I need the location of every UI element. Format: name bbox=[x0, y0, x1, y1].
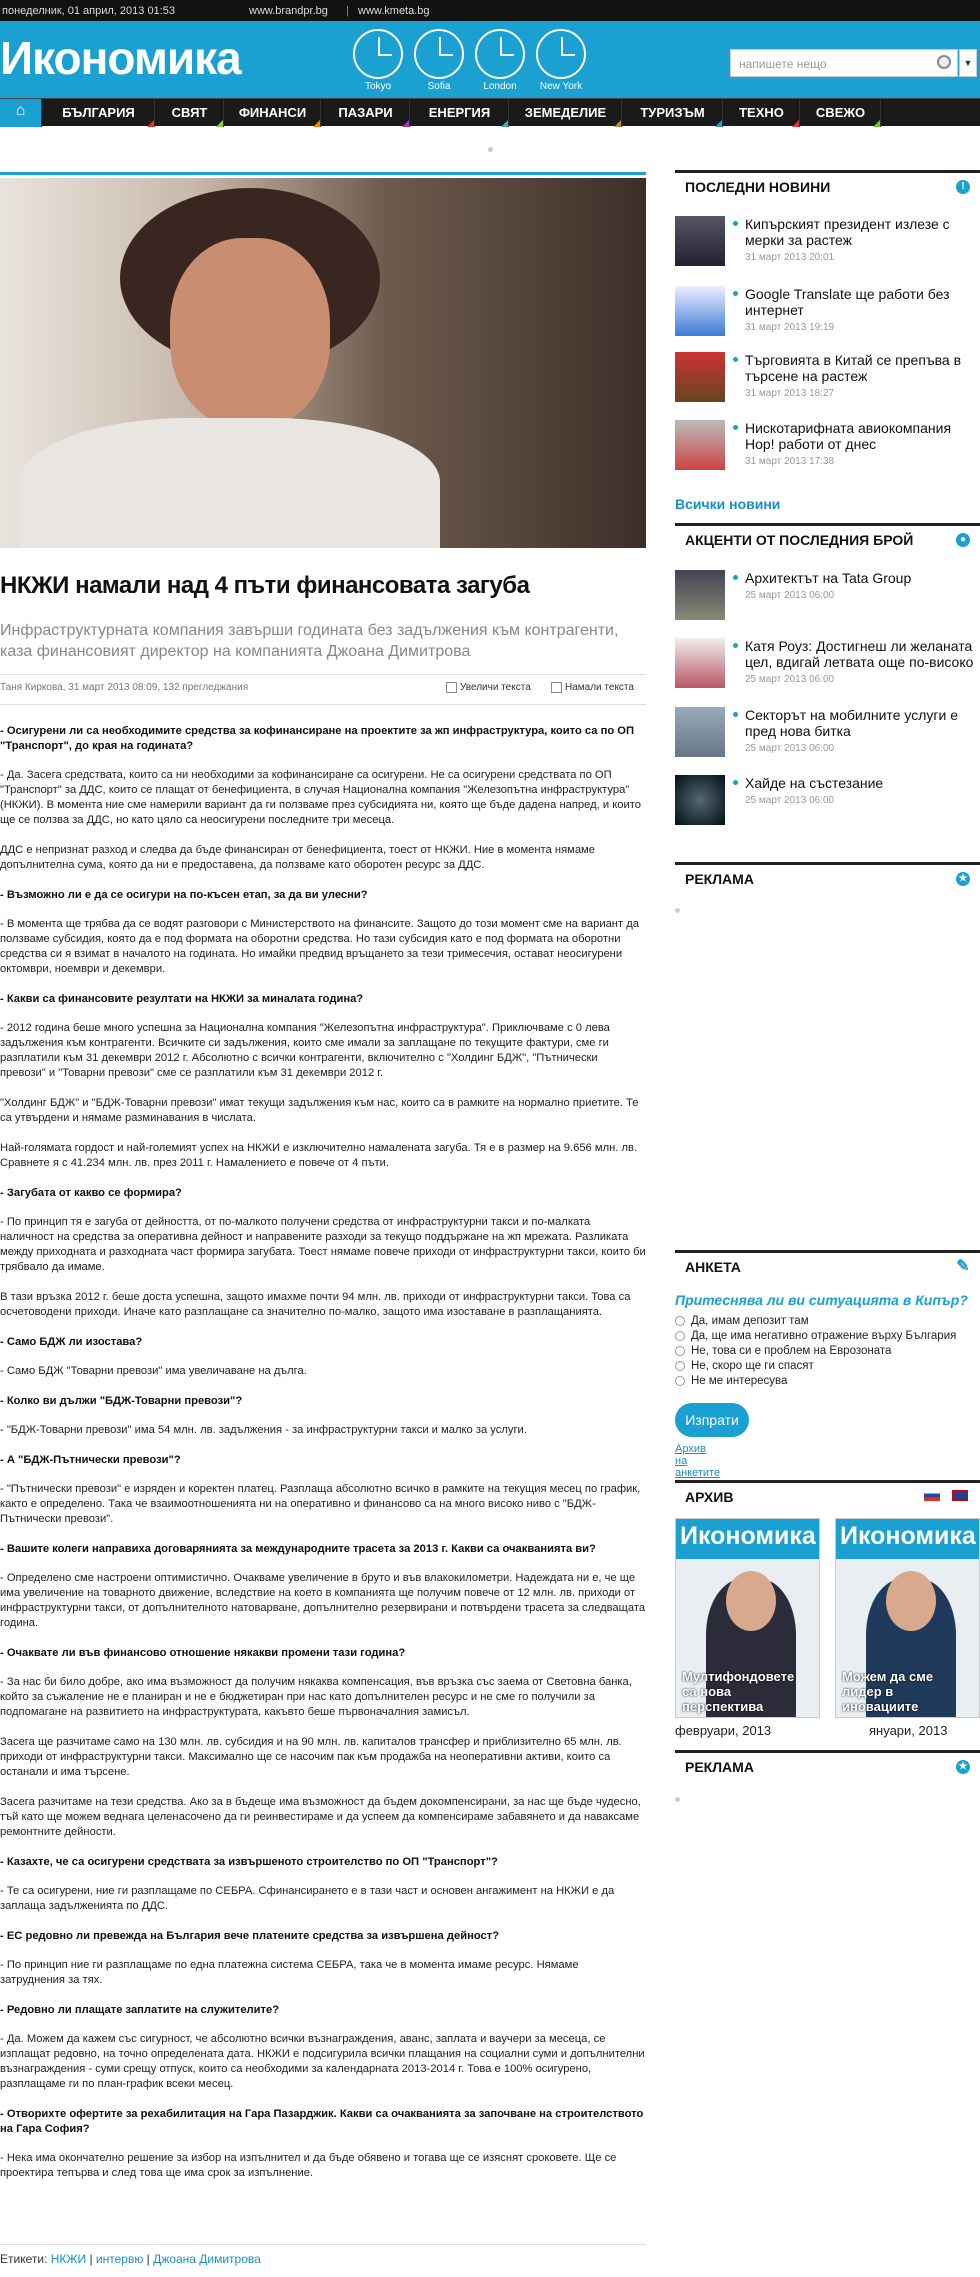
interview-question: - Загубата от какво се формира? bbox=[0, 1187, 182, 1199]
radio-button[interactable] bbox=[675, 1331, 685, 1341]
poll-option-label: Да, имам депозит там bbox=[691, 1315, 809, 1327]
clock-icon bbox=[414, 29, 464, 79]
news-title[interactable]: Търговията в Китай се препъва в търсене на растеж bbox=[745, 352, 980, 384]
news-date: 31 март 2013 18:27 bbox=[745, 388, 835, 399]
search-input[interactable]: напишете нещо bbox=[730, 49, 958, 77]
interview-question: - Колко ви дължи "БДЖ-Товарни превози"? bbox=[0, 1395, 243, 1407]
interview-question: - Осигурени ли са необходимите средства за кофинансиране на проектите за жп инфраструктура, които са по ОП "Транспорт", до края на годината? bbox=[0, 725, 635, 752]
tag-link[interactable]: Джоана Димитрова bbox=[153, 2252, 261, 2266]
nav-item-markets[interactable] bbox=[322, 99, 410, 127]
focus-item[interactable] bbox=[675, 775, 980, 833]
minus-icon bbox=[551, 682, 562, 693]
clock-label: Sofia bbox=[427, 81, 451, 92]
poll-option[interactable] bbox=[675, 1360, 980, 1372]
magazine-cover[interactable] bbox=[675, 1518, 820, 1718]
nav-accent bbox=[216, 120, 223, 127]
radio-button[interactable] bbox=[675, 1361, 685, 1371]
divider bbox=[0, 704, 646, 705]
poll-question: Притеснява ли ви ситуацията в Кипър? bbox=[675, 1292, 968, 1308]
zoom-in-button[interactable] bbox=[446, 682, 531, 693]
section-title: РЕКЛАМА bbox=[685, 1759, 754, 1775]
interview-answer: - Те са осигурени, ние ги разплащаме по СЕБРА. Сфинансирането е в тази част и основен ангажимент на НКЖИ е да заплаща задълженията по ДДС. bbox=[0, 1885, 615, 1912]
site-header bbox=[0, 21, 980, 98]
poll-option-label: Да, ще има негативно отражение върху България bbox=[691, 1330, 957, 1342]
divider bbox=[0, 674, 646, 675]
news-title[interactable]: Кипърският президент излезе с мерки за растеж bbox=[745, 216, 980, 248]
interview-question: - Само БДЖ ли изостава? bbox=[0, 1336, 143, 1348]
ad2-header bbox=[675, 1750, 980, 1778]
focus-date: 25 март 2013 06:00 bbox=[745, 795, 835, 806]
focus-thumbnail bbox=[675, 638, 725, 688]
nav-item-tourism[interactable] bbox=[623, 99, 723, 127]
focus-date: 25 март 2013 06:00 bbox=[745, 590, 835, 601]
divider bbox=[0, 2244, 646, 2245]
alert-icon: ! bbox=[956, 180, 970, 194]
interview-question: - А "БДЖ-Пътнически превози"? bbox=[0, 1454, 181, 1466]
interview-answer: Засега ще разчитаме само на 130 млн. лв. субсидия и на 90 млн. лв. капиталов трансфер и приблизително 65 млн. лв. приходи от инфраструктурни такси. Максимално ще се насочим пак към продажба на неоперативни активи, които са останали и има търсене. bbox=[0, 1736, 622, 1778]
nav-label: ТУРИЗЪМ bbox=[640, 105, 705, 120]
current-date: понеделник, 01 април, 2013 01:53 bbox=[2, 5, 175, 17]
poll-option-label: Не, скоро ще ги спасят bbox=[691, 1360, 814, 1372]
magazine-masthead: Икономика bbox=[676, 1519, 820, 1559]
nav-accent bbox=[715, 120, 722, 127]
interview-question: - ЕС редовно ли превежда на България вече платените средства за извършена дейност? bbox=[0, 1930, 500, 1942]
nav-label: ТЕХНО bbox=[739, 105, 784, 120]
nav-item-tech[interactable] bbox=[724, 99, 800, 127]
star-icon: ★ bbox=[956, 1760, 970, 1774]
poll-option[interactable] bbox=[675, 1330, 980, 1342]
nav-item-agriculture[interactable] bbox=[510, 99, 622, 127]
clock-label: New York bbox=[539, 81, 583, 92]
focus-thumbnail bbox=[675, 775, 725, 825]
interview-answer: - 2012 година беше много успешна за Национална компания "Железопътна инфраструктура". Приключваме с 0 лева задължения към контрагенти. Всичките си задължения, които сме имали за заплащане по текущите фактури, сме ги разплатили към 31 декември 2012 г. Абсолютно с всички контрагенти, включително с "Холдинг БДЖ", "Пътнически превози" и "Товарни превози" сме се разплатили към 31 декември 2012 г. bbox=[0, 1022, 610, 1079]
focus-date: 25 март 2013 06:00 bbox=[745, 743, 835, 754]
focus-title[interactable]: Секторът на мобилните услуги е пред нова битка bbox=[745, 707, 980, 739]
article-tags: Етикети: НКЖИ | интервю | Джоана Димитрова bbox=[0, 2252, 261, 2266]
nav-accent bbox=[873, 120, 880, 127]
poll-option-label: Не ме интересува bbox=[691, 1375, 788, 1387]
clock-label: London bbox=[483, 81, 517, 92]
interview-answer: - Да. Засега средствата, които са ни необходими за кофинансиране са осигурени. Не са осигурени средствата по ОП "Транспорт" за ДДС, които се плащат от бенефициента, в случая Национална компания "Железопътна инфраструктура" (НКЖИ). В момента ние сме намерили вариант да ги ползваме през субсидията ни, която ще бъде дадена напред, и които ще се ползва за ДДС, но като цяло са неосигурени последните три месеца. bbox=[0, 769, 641, 826]
poll-option[interactable] bbox=[675, 1315, 980, 1327]
plus-icon bbox=[446, 682, 457, 693]
search-dropdown-button[interactable]: ▼ bbox=[959, 49, 977, 77]
clock-icon bbox=[475, 29, 525, 79]
focus-title[interactable]: Архитектът на Tata Group bbox=[745, 570, 980, 586]
nav-label: ПАЗАРИ bbox=[338, 105, 393, 120]
archive-header bbox=[675, 1480, 980, 1508]
radio-button[interactable] bbox=[675, 1376, 685, 1386]
flag-en-icon[interactable] bbox=[952, 1490, 968, 1501]
focus-date: 25 март 2013 06:00 bbox=[745, 674, 835, 685]
magazine-caption[interactable]: януари, 2013 bbox=[869, 1723, 948, 1738]
news-date: 31 март 2013 19:19 bbox=[745, 322, 835, 333]
news-thumbnail bbox=[675, 286, 725, 336]
news-thumbnail bbox=[675, 216, 725, 266]
article-top-rule bbox=[0, 172, 646, 175]
interview-answer: - В момента ще трябва да се водят разговори с Министерството на финансите. Защото до този момент сме на вариант да ползваме субсидия, която да е под формата на оборотни средства. Но тази субсидия като е под формата на оборотни средства си я взимат в началото на годината. Но имайки предвид връщането за тези тримесечия, остават неосигурени октомври, ноември и декември. bbox=[0, 918, 639, 975]
clock-london bbox=[472, 29, 528, 92]
cover-headline: Мултифондовете са нова перспектива bbox=[682, 1669, 795, 1714]
article-body bbox=[0, 724, 646, 2196]
news-item[interactable] bbox=[675, 420, 980, 478]
interview-question: - Казахте, че са осигурени средствата за извършеното строителство по ОП "Транспорт"? bbox=[0, 1856, 498, 1868]
brandpr-link[interactable]: www.brandpr.bg bbox=[249, 5, 328, 17]
interview-answer: - "Пътнически превози" е изряден и коректен платец. Разплаща абсолютно всичко в рамките на текущия месец по график, както е определено. Така че взаимоотношенията ни на оперативно и финансово са на много високо ниво с "БДЖ-Пътнически превози". bbox=[0, 1483, 641, 1525]
photo-face bbox=[170, 238, 330, 428]
interview-answer: ДДС е непризнат разход и следва да бъде финансиран от бенефициента, тоест от НКЖИ. Ние в момента нямаме допълнителна сума, която да ни е предоставена, да ползваме като оборотен ресурс за ДДС. bbox=[0, 844, 595, 871]
news-thumbnail bbox=[675, 420, 725, 470]
poll-submit-button[interactable]: Изпрати bbox=[675, 1403, 749, 1437]
interview-answer: - По принцип ние ги разплащаме по една платежна система СЕБРА, така че в момента имаме ресурс. Нямаме затруднения за тях. bbox=[0, 1959, 579, 1986]
focus-header bbox=[675, 523, 980, 551]
main-nav bbox=[0, 98, 980, 126]
nav-item-finance[interactable] bbox=[225, 99, 321, 127]
poll-option[interactable] bbox=[675, 1375, 980, 1387]
news-item[interactable] bbox=[675, 286, 980, 344]
nav-accent bbox=[147, 120, 154, 127]
article-title: НКЖИ намали над 4 пъти финансовата загуба bbox=[0, 572, 530, 599]
link-separator: | bbox=[346, 5, 349, 17]
site-logo[interactable]: Икономика bbox=[0, 32, 241, 84]
zoom-in-label: Увеличи текста bbox=[460, 682, 531, 694]
home-icon[interactable]: ⌂ bbox=[0, 99, 42, 127]
nav-label: ЕНЕРГИЯ bbox=[428, 105, 491, 120]
nav-accent bbox=[501, 120, 508, 127]
clock-icon bbox=[353, 29, 403, 79]
focus-item[interactable] bbox=[675, 570, 980, 628]
search-icon[interactable] bbox=[937, 55, 951, 69]
clock-sofia bbox=[411, 29, 467, 92]
article-byline: Таня Киркова, 31 март 2013 08:09, 132 прегледжания bbox=[0, 682, 249, 693]
all-news-link[interactable]: Всички новини bbox=[675, 496, 781, 512]
news-date: 31 март 2013 17:38 bbox=[745, 456, 835, 467]
interview-question: - Отворихте офертите за рехабилитация на Гара Пазарджик. Какви са очакванията за започване на строителството на Гара София? bbox=[0, 2108, 644, 2135]
magazine-masthead: Икономика bbox=[836, 1519, 980, 1559]
interview-answer: Най-голямата гордост и най-големият успех на НКЖИ е изключително намалената загуба. Тя е в размер на 9.656 млн. лв. Сравнете я с 41.234 млн. лв. през 2011 г. Намалението е повече от 4 пъти. bbox=[0, 1142, 638, 1169]
interview-question: - Очаквате ли във финансово отношение някакви промени тази година? bbox=[0, 1647, 406, 1659]
news-item[interactable] bbox=[675, 216, 980, 274]
focus-title[interactable]: Хайде на състезание bbox=[745, 775, 980, 791]
section-title: АКЦЕНТИ ОТ ПОСЛЕДНИЯ БРОЙ bbox=[685, 532, 914, 548]
poll-archive-link[interactable]: Архив на анкетите bbox=[675, 1443, 721, 1479]
nav-label: СВЕЖО bbox=[815, 105, 866, 120]
focus-thumbnail bbox=[675, 707, 725, 757]
nav-accent bbox=[614, 120, 621, 127]
zoom-out-label: Намали текста bbox=[565, 682, 634, 694]
nav-accent bbox=[402, 120, 409, 127]
news-title[interactable]: Нискотарифната авиокомпания Нор! работи от днес bbox=[745, 420, 980, 452]
nav-label: СВЯТ bbox=[171, 105, 208, 120]
interview-answer: - Нека има окончателно решение за избор на изпълнител и да бъде обявено и тогава ще се изяснят сроковете. Ще се проектира тепърва и след това ще има срок за изпълнение. bbox=[0, 2152, 617, 2179]
poll-header bbox=[675, 1250, 980, 1278]
interview-answer: - За нас би било добре, ако има възможност да получим някаква компенсация, във връзка със заема от Световна банка, който за съжаление не е планиран и не е бюджетиран при нас като допълнителен ресурс и не сме го получили за подпомагане на развитието на инфраструктурата, какъвто беше първоначалния замисъл. bbox=[0, 1676, 632, 1718]
poll-option-label: Не, това си е проблем на Еврозоната bbox=[691, 1345, 892, 1357]
section-title: РЕКЛАМА bbox=[685, 871, 754, 887]
nav-accent bbox=[313, 120, 320, 127]
poll-option[interactable] bbox=[675, 1345, 980, 1357]
tags-label: Етикети: bbox=[0, 2252, 48, 2266]
tag-link[interactable]: интервю bbox=[95, 2252, 144, 2266]
pencil-icon: ✎ bbox=[956, 1258, 970, 1275]
kmeta-link[interactable]: www.kmeta.bg bbox=[358, 5, 430, 17]
ad-header bbox=[675, 862, 980, 890]
clock-icon bbox=[536, 29, 586, 79]
interview-answer: "Холдинг БДЖ" и "БДЖ-Товарни превози" имат текущи задължения към нас, които са в рамките на нормално приетите. Те са утвърдени и нямаме разминавания в числата. bbox=[0, 1097, 639, 1124]
top-bar bbox=[0, 0, 980, 21]
tag-link[interactable]: НКЖИ bbox=[50, 2252, 87, 2266]
banner-placeholder bbox=[488, 147, 493, 152]
radio-button[interactable] bbox=[675, 1346, 685, 1356]
interview-answer: - По принцип тя е загуба от дейността, от по-малкото получени средства от инфраструктурни такси и по-малката наличност на средства за оперативна дейност и направените разходи за текущо поддържане на жп мрежата. Разликата между приходната и разходната част формира загубата. Тоест нямаме повече приходи от инфраструктурни такси, които би трябвало да имаме. bbox=[0, 1216, 646, 1273]
focus-title[interactable]: Катя Роуз: Достигнеш ли желаната цел, вдигай летвата още по-високо bbox=[745, 638, 980, 670]
interview-answer: Засега разчитаме на тези средства. Ако за в бъдеще има възможност да бъдем докомпенсирани, за нас ще бъде чудесно, тъй като ще можем веднага целенасочено да ги реинвестираме и да успеем да компенсираме забавянето и да наваксаме ремонтните дейности. bbox=[0, 1796, 641, 1838]
clock-label: Tokyo bbox=[364, 81, 392, 92]
nav-label: ФИНАНСИ bbox=[238, 105, 307, 120]
section-title: ПОСЛЕДНИ НОВИНИ bbox=[685, 179, 831, 195]
radio-button[interactable] bbox=[675, 1316, 685, 1326]
magazine-cover[interactable] bbox=[835, 1518, 980, 1718]
zoom-out-button[interactable] bbox=[551, 682, 634, 693]
nav-label: ЗЕМЕДЕЛИЕ bbox=[524, 105, 607, 120]
section-title: АРХИВ bbox=[685, 1489, 734, 1505]
interview-answer: - Да. Можем да кажем със сигурност, че абсолютно всички възнаграждения, аванс, заплата и ваучери за месеца, се изплащат редовно, на точно определената дата. НКЖИ е подсигурила всички плащания на социални суми и допълнителни възнаграждения - суми срещу отпуск, които са необходими за календарната 2013-2014 г. Това е 100% осигурено, разплащаме ги по план-график всеки месец. bbox=[0, 2033, 645, 2090]
nav-label: БЪЛГАРИЯ bbox=[62, 105, 135, 120]
nav-item-fresh[interactable] bbox=[801, 99, 881, 127]
photo-sweater bbox=[20, 418, 440, 548]
news-title[interactable]: Google Translate ще работи без интернет bbox=[745, 286, 980, 318]
interview-question: - Какви са финансовите резултати на НКЖИ за миналата година? bbox=[0, 993, 364, 1005]
ad-placeholder bbox=[675, 1797, 680, 1802]
cover-face bbox=[886, 1571, 936, 1631]
star-icon: ★ bbox=[956, 872, 970, 886]
interview-answer: - Определено сме настроени оптимистично. Очакваме увеличение в бруто и във влакокилометри. Надеждата ни е, че ще има увеличение на товарното движение, вследствие на което в компанията ще получим повече от 12 млн. лв. приходи от инфраструктурни такси, от допълнителното натоварване, допълнително резервирани и потвърдени трасета за следващата година. bbox=[0, 1572, 646, 1629]
focus-thumbnail bbox=[675, 570, 725, 620]
cover-headline: Можем да сме лидер в иновациите bbox=[842, 1669, 934, 1714]
section-title: АНКЕТА bbox=[685, 1259, 741, 1275]
news-item[interactable] bbox=[675, 352, 980, 410]
ad-placeholder bbox=[675, 908, 680, 913]
interview-question: - Редовно ли плащате заплатите на служителите? bbox=[0, 2004, 280, 2016]
flag-bg-icon[interactable] bbox=[924, 1490, 940, 1501]
magazine-caption[interactable]: февруари, 2013 bbox=[675, 1723, 772, 1738]
interview-answer: В тази връзка 2012 г. беше доста успешна, защото имахме почти 94 млн. лв. приходи от инфраструктурни такси. Това са осчетоводени приходи. Иначе като разплащане са значително по-малко, защото има изоставане в разплащанията. bbox=[0, 1291, 631, 1318]
clock-tokyo bbox=[350, 29, 406, 92]
latest-news-header bbox=[675, 170, 980, 198]
focus-item[interactable] bbox=[675, 707, 980, 765]
nav-item-world[interactable] bbox=[156, 99, 224, 127]
nav-accent bbox=[792, 120, 799, 127]
news-thumbnail bbox=[675, 352, 725, 402]
article-meta bbox=[0, 682, 646, 693]
interview-answer: - "БДЖ-Товарни превози" има 54 млн. лв. задължения - за инфраструктурни такси и малко за услуги. bbox=[0, 1424, 527, 1436]
article-photo bbox=[0, 178, 646, 548]
interview-question: - Възможно ли е да се осигури на по-късен етап, за да ви улесни? bbox=[0, 889, 368, 901]
nav-item-energy[interactable] bbox=[411, 99, 509, 127]
interview-answer: - Само БДЖ "Товарни превози" има увеличаване на дълга. bbox=[0, 1365, 307, 1377]
cover-face bbox=[726, 1571, 776, 1631]
article-subtitle: Инфраструктурната компания завърши годината без задължения към контрагенти, каза финансовият директор на компанията Джоана Димитрова bbox=[0, 622, 619, 660]
interview-question: - Вашите колеги направиха договарянията за международните трасета за 2013 г. Какви са очакванията ви? bbox=[0, 1543, 596, 1555]
focus-item[interactable] bbox=[675, 638, 980, 696]
news-date: 31 март 2013 20:01 bbox=[745, 252, 835, 263]
nav-item-bulgaria[interactable] bbox=[43, 99, 155, 127]
pin-icon: ● bbox=[956, 533, 970, 547]
clock-new-york bbox=[533, 29, 589, 92]
